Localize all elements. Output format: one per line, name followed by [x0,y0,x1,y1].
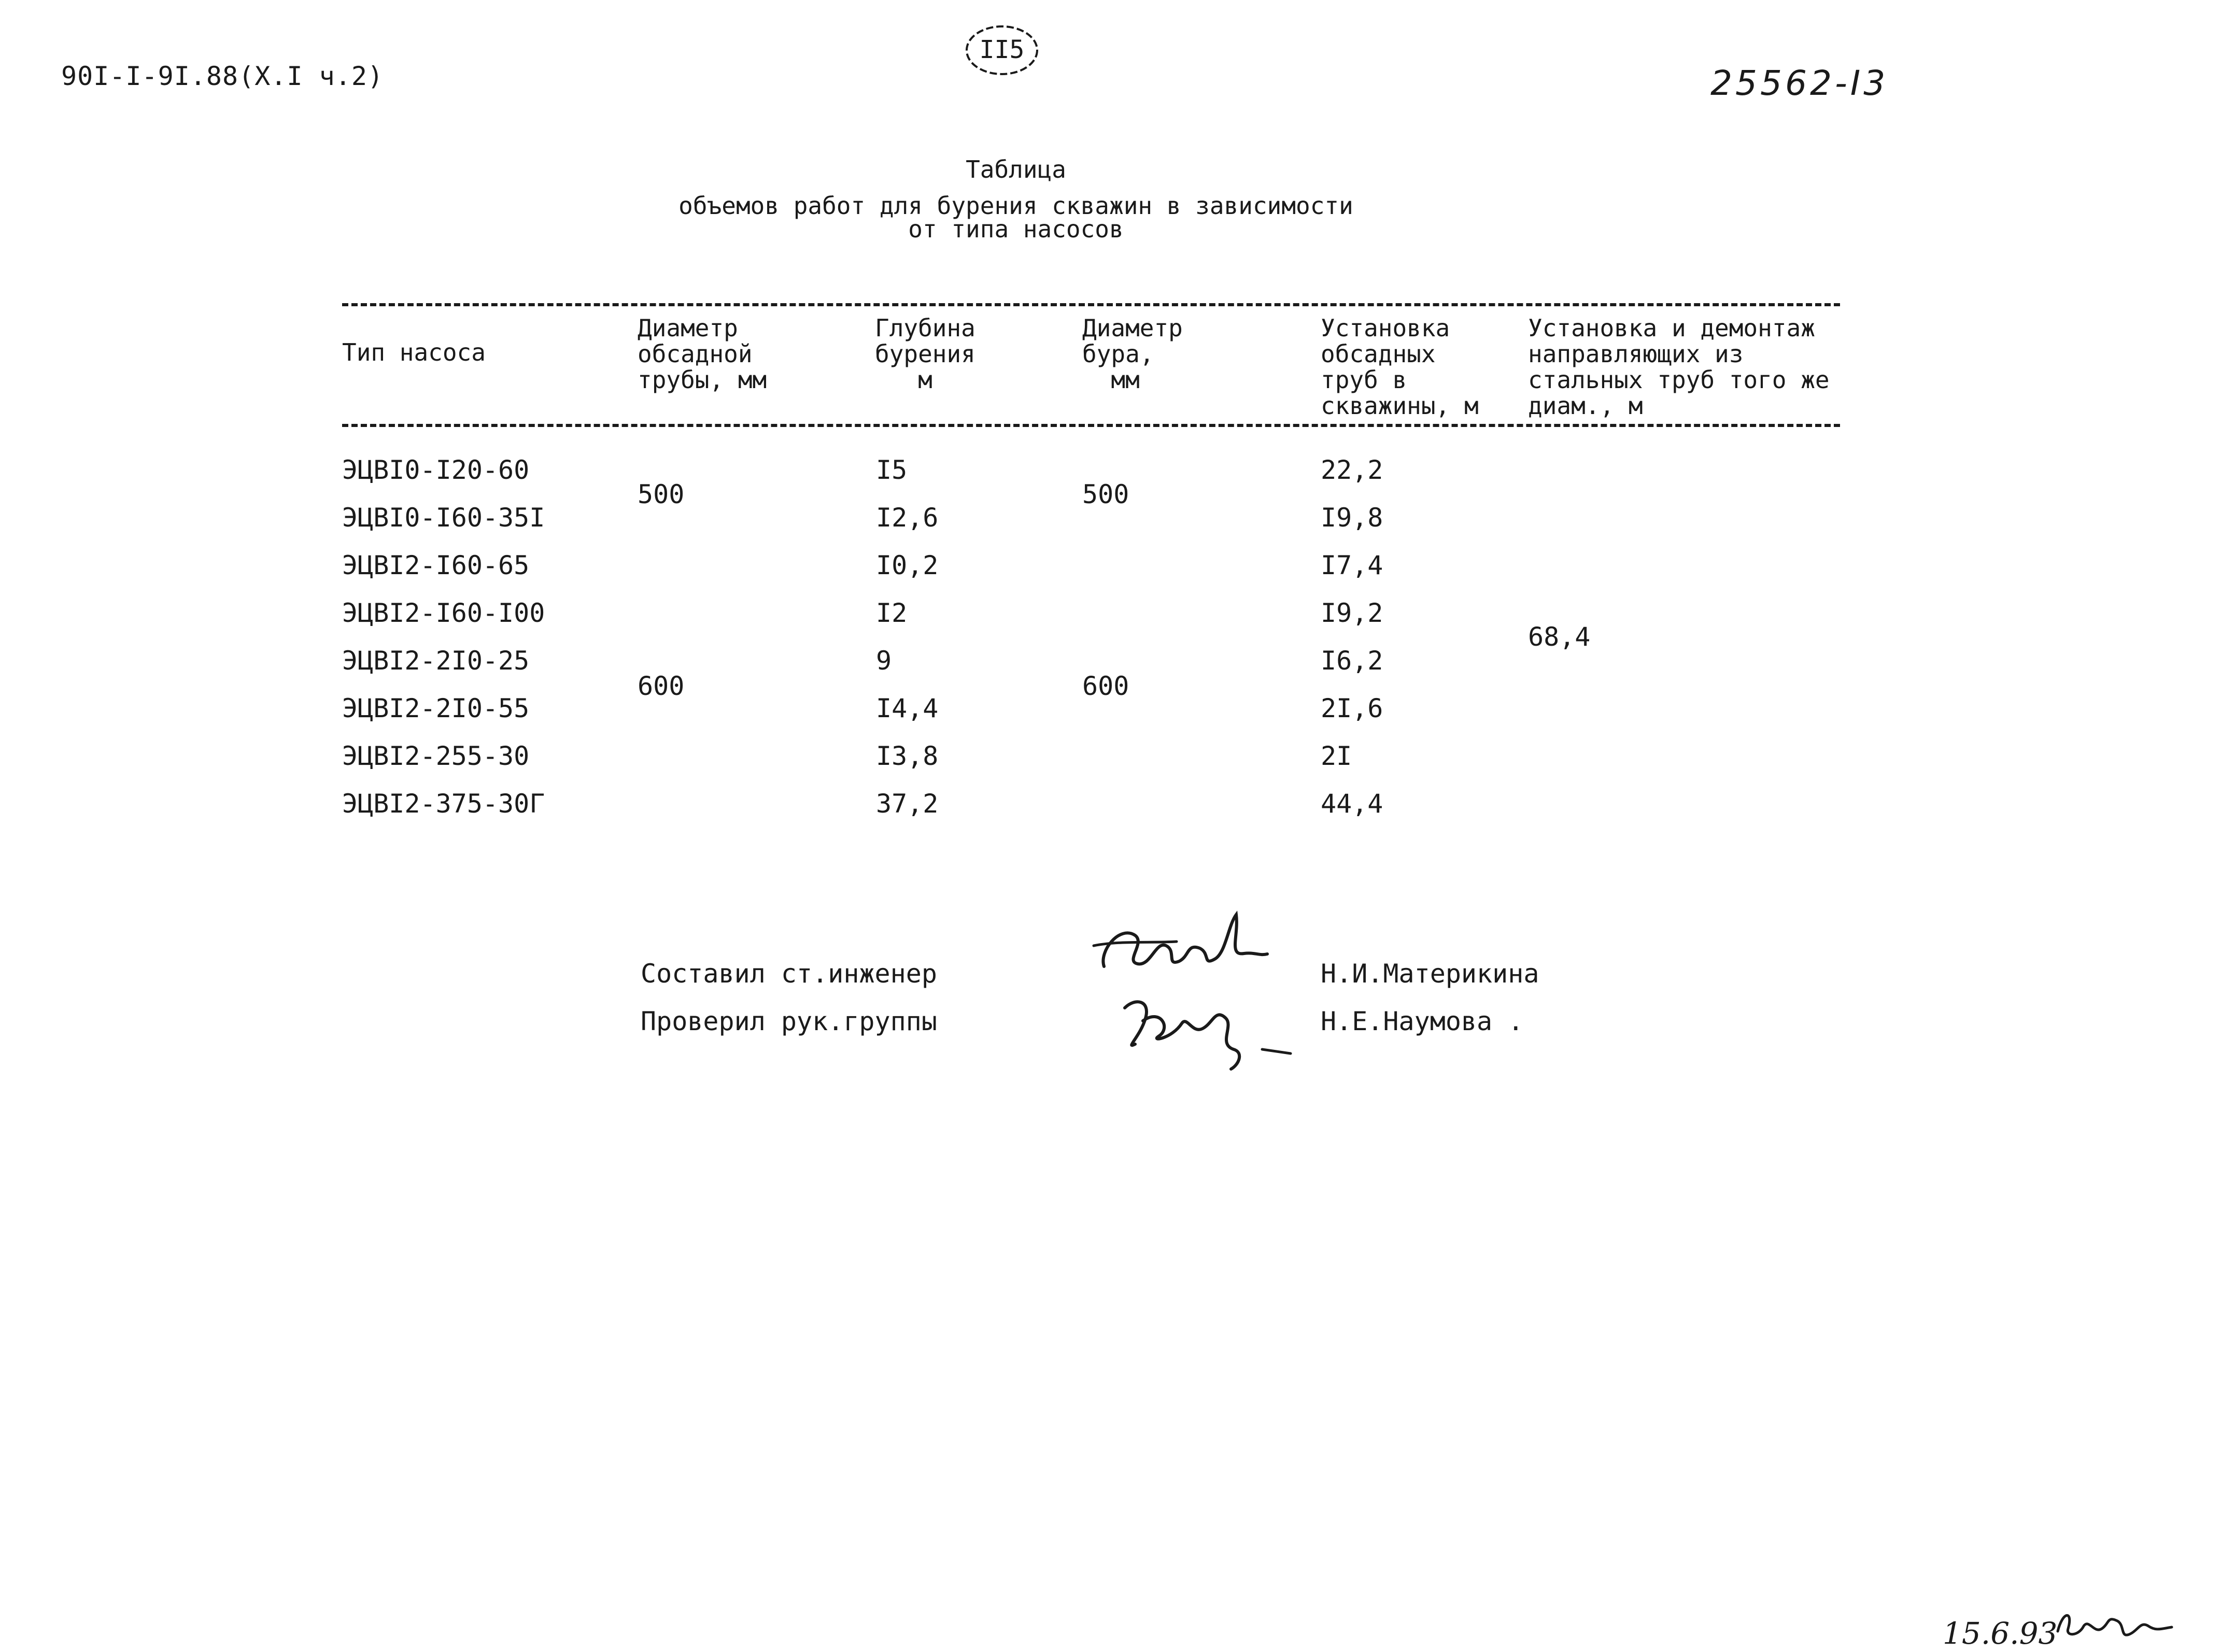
cell-casing-install: 44,4 [1321,789,1383,819]
footer-signature-icon [2053,1605,2177,1647]
cell-pump-type: ЭЦВI0-I60-35I [342,503,545,533]
table-subtitle-line1: объемов работ для бурения скважин в зависимости [678,192,1353,220]
header-casing-install: Установка обсадных труб в скважины, м [1321,314,1479,420]
cell-casing-install: 2I [1321,741,1352,771]
cell-casing-install: I9,2 [1321,598,1383,628]
cell-casing-diameter-600: 600 [638,671,685,701]
cell-drilling-depth: I4,4 [876,693,939,723]
cell-guide-install: 68,4 [1528,622,1591,652]
cell-bit-diameter-500: 500 [1082,479,1129,509]
cell-drilling-depth: I2,6 [876,503,939,533]
checked-by-name: Н.Е.Наумова . [1321,1006,1524,1036]
cell-casing-install: I6,2 [1321,646,1383,676]
cell-pump-type: ЭЦВI0-I20-60 [342,455,530,485]
cell-drilling-depth: I2 [876,598,908,628]
cell-casing-install: I9,8 [1321,503,1383,533]
document-code: 90I-I-9I.88(X.I ч.2) [61,61,384,91]
table-title: Таблица [966,155,1066,183]
cell-drilling-depth: I0,2 [876,550,939,580]
table-header-rule [342,424,1840,427]
cell-drilling-depth: I3,8 [876,741,939,771]
checked-by-label: Проверил рук.группы [641,1006,937,1036]
cell-drilling-depth: 9 [876,646,892,676]
cell-pump-type: ЭЦВI2-2I0-55 [342,693,530,723]
cell-casing-install: 2I,6 [1321,693,1383,723]
page-number: II5 [979,35,1025,64]
cell-bit-diameter-600: 600 [1082,671,1129,701]
cell-casing-diameter-500: 500 [638,479,685,509]
cell-drilling-depth: I5 [876,455,908,485]
handwritten-date: 15.6.93 [1943,1616,2058,1651]
cell-pump-type: ЭЦВI2-375-30Г [342,789,545,819]
page-number-stamp [963,22,1041,79]
compiled-by-label: Составил ст.инженер [641,959,937,989]
cell-pump-type: ЭЦВI2-255-30 [342,741,530,771]
sheet-code: 25562-I3 [1710,63,1889,103]
cell-pump-type: ЭЦВI2-I60-I00 [342,598,545,628]
signature-materikina-icon [1088,904,1285,987]
cell-casing-install: 22,2 [1321,455,1383,485]
header-bit-diameter: Диаметр бура, мм [1082,314,1183,394]
header-pump-type: Тип насоса [342,338,486,366]
cell-pump-type: ЭЦВI2-I60-65 [342,550,530,580]
signature-naumova-icon [1114,987,1311,1075]
header-drilling-depth: Глубина бурения м [875,314,975,394]
table-subtitle-line2: от типа насосов [908,215,1124,243]
cell-pump-type: ЭЦВI2-2I0-25 [342,646,530,676]
cell-drilling-depth: 37,2 [876,789,939,819]
cell-casing-install: I7,4 [1321,550,1383,580]
table-top-rule [342,303,1840,306]
compiled-by-name: Н.И.Материкина [1321,959,1539,989]
header-casing-diameter: Диаметр обсадной трубы, мм [638,314,767,394]
header-guide-install: Установка и демонтаж направляющих из стальных труб того же диам., м [1528,314,1830,420]
